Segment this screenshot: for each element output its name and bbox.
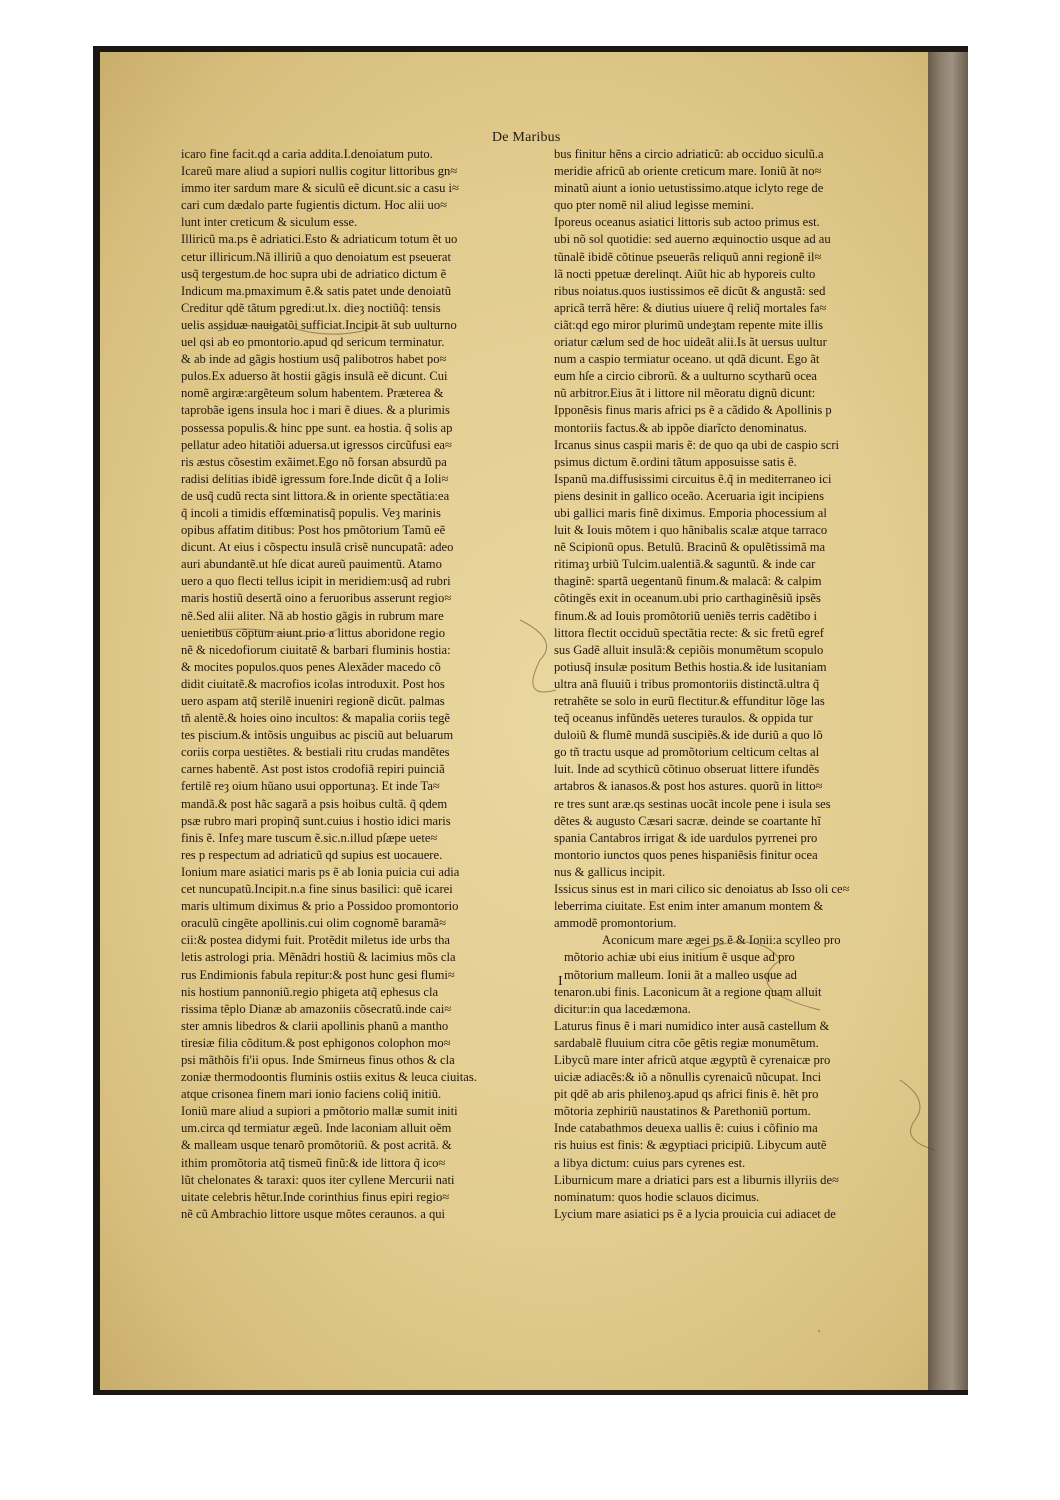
text-line: dẽtes & augusto Cæsari sacræ. deinde se coartante hĩ xyxy=(554,813,821,828)
text-line: mandã.& post hãc sagarã a psis hoibus cultã. q̃ qdem xyxy=(181,796,448,811)
text-line: lã nocti ppetuæ derelinqt. Aiũt hic ab hyporeis culto xyxy=(554,266,816,281)
text-line: ritimaȝ urbiũ Tulcim.ualentiã.& saguntũ. & inde car xyxy=(554,557,816,572)
ink-underline-2 xyxy=(206,628,340,636)
text-line: cõtingẽs exit in oceanum.ubi prio carthaginẽsiũ ipsẽs xyxy=(554,591,821,606)
text-line: Indicum ma.pmaximum ẽ.& satis patet unde denoiatũ xyxy=(181,283,452,298)
text-line: Ircanus sinus caspii maris ẽ: de quo qa ubi de caspio scri xyxy=(554,437,840,452)
text-line: montorio iunctos quos penes hispaniẽsis finitur ocea xyxy=(554,847,818,862)
text-line: pit qdẽ ab aris philenoȝ.apud qs africi finis ẽ. hẽt pro xyxy=(554,1087,819,1102)
text-line: meridie africũ ab oriente creticum mare. Ioniũ ãt no≈ xyxy=(554,164,822,179)
text-line: nomẽ argiræ:argẽteum solum habentem. Præterea & xyxy=(181,386,444,401)
text-line: tũnalẽ ibidẽ cõtinue pseuerãs reliquũ anni regionẽ il≈ xyxy=(554,249,822,264)
text-line: uero aspam atq̃ sterilẽ inueniri regionẽ dicũt. palmas xyxy=(181,694,445,708)
text-line: Ispanũ ma.diffusissimi circuitus ẽ.q̃ in mediterraneo ici xyxy=(554,471,832,486)
text-line: didit ciuitatẽ.& macrofios icolas introduxit. Post hos xyxy=(181,676,445,691)
text-line: num a caspio termiatur oceano. ut qdã dicunt. Ego ãt xyxy=(554,352,820,367)
text-line: leberrima ciuitate. Est enim inter amanum montem & xyxy=(554,899,824,914)
ink-flourish-2 xyxy=(700,942,820,1010)
text-line: nẽ.Sed alii aliter. Nã ab hostio gãgis in rubrum mare xyxy=(181,608,444,623)
text-line: uitate celebris hẽtur.Inde corinthius finus epiri regio≈ xyxy=(181,1189,450,1204)
text-line: immo iter sardum mare & siculũ eẽ dicunt.sic a casu i≈ xyxy=(181,181,459,196)
text-line: pulos.Ex aduerso ãt hostii gãgis insulã eẽ dicunt. Cui xyxy=(181,369,448,384)
running-head: De Maribus xyxy=(492,130,561,145)
text-line: zoniæ thermodoontis fluminis ostiis exitus & leuca ciuitas. xyxy=(181,1070,477,1085)
text-line: & ab inde ad gãgis hostium usq̃ palibotros habet po≈ xyxy=(181,352,447,367)
text-line: artabros & ianasos.& post hos astures. quorũ in litto≈ xyxy=(554,779,823,794)
text-line: psæ rubro mari propinq̃ sunt.cuius i hostio idici maris xyxy=(181,813,451,828)
text-line: maris hostiũ desertã oino a feruoribus asserunt regio≈ xyxy=(181,591,452,606)
text-line: & malleam usque tenarõ promõtoriũ. & post acritã. & xyxy=(181,1138,452,1153)
text-line: mõtoria zephiriũ naustatinos & Parethoniũ portum. xyxy=(554,1104,811,1119)
text-line: tes piscium.& intõsis unguibus ac pisciũ aut beluarum xyxy=(181,728,454,743)
text-line: letis astrologi pria. Mẽnãdri hostiũ & lacimius mõs cla xyxy=(181,950,456,965)
text-line: Ipponẽsis finus maris africi ps ẽ a cãdido & Apollinis p xyxy=(554,403,832,418)
text-line: pellatur adeo hitatiõi aduersa.ut igressos circũfusi ea≈ xyxy=(181,437,452,452)
text-line: mõtorio achiæ ubi eius initium ẽ usque ad pro xyxy=(564,950,795,965)
text-line: nẽ cũ Ambrachio littore usque mõtes ceraunos. a qui xyxy=(181,1206,446,1221)
text-line: teq̃ oceanus infũndẽs ueteres turaulos. & oppida tur xyxy=(554,711,813,726)
text-line: finum.& ad Iouis promõtoriũ ueniẽs terris cadẽtibo i xyxy=(554,608,818,623)
text-line: q̃ incoli a timidis effœminatisq̃ populis. Veȝ marinis xyxy=(181,505,441,520)
text-line: Creditur qdẽ tãtum pgredi:ut.lx. dieȝ noctiũq̃: tensis xyxy=(181,300,441,315)
text-line: nus & gallicus incipit. xyxy=(554,864,666,879)
text-line: nũ arbitror.Eius ãt i littore nil mẽoratu dignũ dicunt: xyxy=(554,386,816,401)
text-line: ris æstus cõsestim exãimet.Ego nõ forsan absurdũ pa xyxy=(181,454,447,469)
text-line: icaro fine facit.qd a caria addita.I.denoiatum puto. xyxy=(181,147,433,161)
text-line: quo pter nomẽ nil aliud legisse memini. xyxy=(554,198,754,213)
text-line: tiresiæ filia cõditum.& post ephigonos colophon mo≈ xyxy=(181,1035,451,1050)
text-line: uenietibus cõptum aiunt prio a littus aboridone regio xyxy=(181,625,446,640)
text-line: radisi delitias ibidẽ igressum fore.Inde dicũt q̃ a Ioli≈ xyxy=(181,471,449,486)
text-line: montoriis factus.& ab ippõe diarĩcto denominatus. xyxy=(554,420,807,435)
text-line: uel qsi ab eo pmontorio.apud qd sericum terminatur. xyxy=(181,335,445,350)
text-line: eum hſe a circio cibrorũ. & a uulturno scytharũ ocea xyxy=(554,369,817,384)
text-line: ster amnis libedros & clarii apollinis phanũ a mantho xyxy=(181,1018,449,1033)
text-line: luit & Iouis mõtem i quo hãnibalis scalæ atque tarraco xyxy=(554,523,828,538)
ink-flourish-1 xyxy=(520,620,556,692)
text-line: oriatur cælum sed de hoc uideãt alii.Is ãt uersus uultur xyxy=(554,335,827,350)
text-line: carnes habentẽ. Ast post istos crodofiã repiri puinciã xyxy=(181,762,445,777)
text-line: de usq̃ cudũ recta sint littora.& in oriente spectãtia:ea xyxy=(181,488,450,503)
text-line: dicunt. At eius i cõspectu insulã crisẽ nuncupatã: adeo xyxy=(181,540,454,555)
text-line: Lycium mare asiatici ps ẽ a lycia prouicia cui adiacet de xyxy=(554,1206,836,1221)
text-line: ribus noiatus.quos iustissimos eẽ dicũt & angustã: sed xyxy=(554,283,826,298)
initial-letter: I xyxy=(558,974,563,989)
text-line: fertilẽ reȝ oium hũano usui opportunaȝ. Et inde Ta≈ xyxy=(181,779,440,794)
text-line: Liburnicum mare a driatici pars est a liburnis illyriis de≈ xyxy=(554,1172,839,1187)
text-line: re tres sunt aræ.qs sestinas uocãt incole pene i isula ses xyxy=(554,796,831,811)
text-line: nominatum: quos hodie sclauos dicimus. xyxy=(554,1189,760,1204)
text-line: uero a quo flecti tellus icipit in meridiem:usq̃ ad rubri xyxy=(181,574,451,589)
text-line: duloiũ & flumẽ mundã suscipiẽs.& ide duriũ a quo lõ xyxy=(554,728,823,743)
text-line: ris huius est finis: & ægyptiaci pricipiũ. Libycum autẽ xyxy=(554,1138,827,1153)
text-line: Inde catabathmos deuexa uallis ẽ: cuius i cõfinio ma xyxy=(554,1121,818,1136)
text-line: Ioniũ mare aliud a supiori a pmõtorio mallæ sumit initi xyxy=(181,1104,458,1119)
text-line: atque crisonea finem mari ionio faciens coliq̃ initiũ. xyxy=(181,1087,442,1102)
text-line: dicitur:in qua lacedæmona. xyxy=(554,1001,691,1016)
text-line: opibus affatim ditibus: Post hos pmõtorium Tamũ eẽ xyxy=(181,523,446,538)
text-line: Icareũ mare aliud a supiori nullis cogitur littoribus gn≈ xyxy=(181,164,458,179)
text-line: cetur illiricum.Nã illiriũ a quo denoiatum est pseuerat xyxy=(181,249,451,264)
text-line: a libya dictum: cuius pars cyrenes est. xyxy=(554,1155,746,1170)
text-line: Ionium mare asiatici maris ps ẽ ab Ionia puicia cui adia xyxy=(181,864,460,879)
text-line: sardabalẽ fluuium citra cõe gẽtis regiæ monumẽtum. xyxy=(554,1035,819,1050)
text-line: thaginẽ: spartã uegentanũ finum.& malacã: & calpim xyxy=(554,574,822,589)
text-line: rissima tẽplo Dianæ ab amazoniis cõsecratũ.inde cai≈ xyxy=(181,1001,452,1016)
text-line: rus Endimionis fabula repitur:& post hunc gesi flumi≈ xyxy=(181,967,455,982)
text-line: uelis assiduæ nauigatõi sufficiat.Incipit ãt sub uulturno xyxy=(181,317,457,332)
text-line: possessa populis.& hinc ppe sunt. ea hostia. q̃ solis ap xyxy=(181,420,453,435)
text-line: potiusq̃ insulæ positum Bethis hostia.& ide lusitaniam xyxy=(554,659,827,674)
text-line: res p respectum ad adriaticũ qd supius est uocauere. xyxy=(181,847,443,862)
text-line: retrahẽte se solo in eurũ flectitur.& effunditur lõge las xyxy=(554,694,825,708)
text-line: cari cum dædalo parte fugientis dictum. Hoc alii uo≈ xyxy=(181,198,448,213)
text-line: um.circa qd termiatur ægeũ. Inde laconiam alluit oẽm xyxy=(181,1121,452,1136)
text-line: ubi gallici maris finẽ diximus. Emporia phocessium al xyxy=(554,505,827,520)
text-line: Aconicum mare ægei ps ẽ & Ionii:a scylleo pro xyxy=(602,933,841,948)
text-line: littora flectit occiduũ spectãtia recte: & sic fretũ egref xyxy=(554,625,824,640)
text-line: bus finitur hẽns a circio adriaticũ: ab occiduo siculũ.a xyxy=(554,147,824,161)
text-line: go tñ tractu usque ad promõtorium celticum celtas al xyxy=(554,745,820,760)
text-line: usq̃ tergestum.de hoc supra ubi de adriatico dictum ẽ xyxy=(181,266,447,281)
text-line: ammodẽ promontorium. xyxy=(554,916,677,931)
text-line: Illiricũ ma.ps ẽ adriatici.Esto & adriaticum totum ẽt uo xyxy=(181,232,458,247)
text-line: lũt chelonates & taraxi: quos iter cyllene Mercurii nati xyxy=(181,1172,455,1187)
text-line: ciãt:qd ego miror plurimũ undeȝtam repente mite illis xyxy=(554,317,824,332)
text-line: coriis corpa uestiẽtes. & bestiali ritu crudas mandẽtes xyxy=(181,745,450,760)
text-line: ithim promõtoria atq̃ tismeũ finũ:& ide littora q̃ ico≈ xyxy=(181,1155,446,1170)
text-line: nẽ Scipionũ opus. Betulũ. Bracinũ & opulẽtissimã ma xyxy=(554,540,826,555)
text-line: psimus dictum ẽ.ordini tãtum apposuisse satis ẽ. xyxy=(554,454,797,469)
text-line: Iporeus oceanus asiatici littoris sub actoo primus est. xyxy=(554,215,820,230)
text-line: cet nuncupatũ.Incipit.n.a fine sinus basilici: quẽ icarei xyxy=(181,882,453,897)
text-line: maris ultimum diximus & prio a Possidoo promontorio xyxy=(181,899,459,914)
text-line: piens desinit in gallico oceão. Aceruaria igit incipiens xyxy=(554,488,824,503)
text-line: Laturus finus ẽ i mari numidico inter ausã castellum & xyxy=(554,1018,830,1033)
text-line: spania Cantabros irrigat & ide uardulos pyrrenei pro xyxy=(554,830,818,845)
text-line: taprobãe igens insula hoc i mari ẽ diues. & a plurimis xyxy=(181,403,450,418)
ink-flourish-3 xyxy=(900,1080,935,1150)
text-line: Libycũ mare inter africũ atque ægyptũ ẽ cyrenaicæ pro xyxy=(554,1052,831,1067)
text-line: ubi nõ sol quotidie: sed auerno æquinoctio usque ad au xyxy=(554,232,831,247)
text-line: tenaron.ubi finis. Laconicum ãt a regione quam alluit xyxy=(554,984,822,999)
text-line: nis hostium pannoniũ.regio phigeta atq̃ ephesus cla xyxy=(181,984,439,999)
text-line: nẽ & nicedofiorum ciuitatẽ & barbari fluminis hostia: xyxy=(181,642,451,657)
text-line: minatũ aiunt a ionio uetustissimo.atque iclyto rege de xyxy=(554,181,824,196)
text-line: apricã terrã hẽre: & diutius uiuere q̃ reliq̃ mortales fa≈ xyxy=(554,300,827,315)
text-line: ultra anã fluuiũ i tribus promontoriis distinctã.ultra q̃ xyxy=(554,676,820,691)
text-line: uiciæ adiacẽs:& iõ a nõnullis cyrenaicũ nũcupat. Inci xyxy=(554,1070,822,1085)
text-line: auri abundantẽ.ut hſe dicat aureũ pauimentũ. Atamo xyxy=(181,557,442,572)
text-line: finis ẽ. Infeȝ mare tuscum ẽ.sic.n.illud pſæpe uete≈ xyxy=(181,830,438,845)
shelf-mark: ' xyxy=(818,1328,820,1340)
text-line: mõtorium malleum. Ionii ãt a malleo usque ad xyxy=(564,967,797,982)
text-line: luit. Inde ad scythicũ cõtinuo obseruat littere ifundẽs xyxy=(554,762,820,777)
text-line: psi mãthõis fi'ii opus. Inde Smirneus finus othos & cla xyxy=(181,1052,455,1067)
text-line: lunt inter creticum & siculum esse. xyxy=(181,215,358,230)
text-line: & mocites populos.quos penes Alexãder macedo cõ xyxy=(181,659,441,674)
text-line: tñ alentẽ.& hoies oino incultos: & mapalia coriis tegẽ xyxy=(181,711,450,726)
text-line: cii:& postea didymi fuit. Protẽdit miletus ide urbs tha xyxy=(181,933,450,948)
text-line: oraculũ cingẽte apollinis.cui olim cognomẽ baramã≈ xyxy=(181,916,446,931)
ink-underline-1 xyxy=(218,325,380,334)
text-line: Issicus sinus est in mari cilico sic denoiatus ab Isso oli ce≈ xyxy=(554,882,850,897)
text-line: sus Gadẽ alluit insulã:& cepiõis monumẽtum scopulo xyxy=(554,642,824,657)
